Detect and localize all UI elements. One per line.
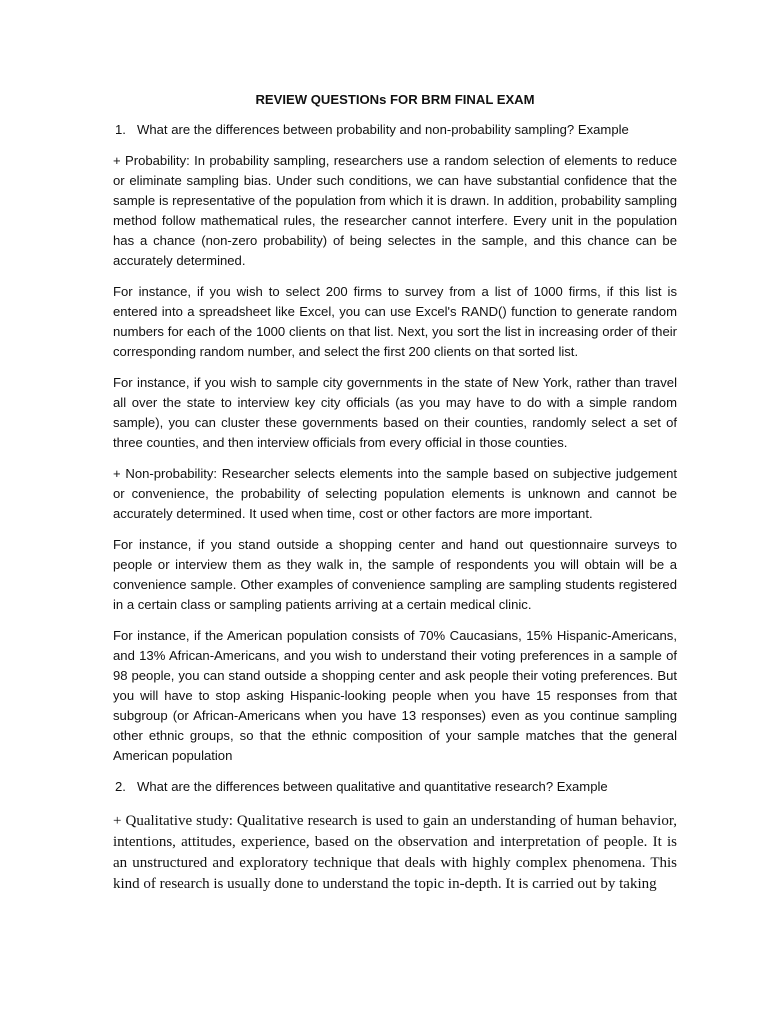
document-page (113, 90, 677, 906)
paragraph-probability: + Probability: In probability sampling, researchers use a random selection of elements to reduce or eliminate sampling bias. Under such conditions, we can have substantial confidence that the sample is representative of the population from which it is drawn. In addition, probability sampling method follow mathematical rules, the researcher cannot interfere. Every unit in the population has a chance (non-zero probability) of being selectes in the sample, and this chance can be accurately determined. (113, 153, 677, 268)
question-text: What are the differences between qualitative and quantitative research? Example (137, 779, 608, 794)
paragraph-example-random: For instance, if you wish to select 200 firms to survey from a list of 1000 firms, if this list is entered into a spreadsheet like Excel, you can use Excel's RAND() function to generate random numbers for each of the 1000 clients on that list. Next, you sort the list in increasing order of their corresponding random number, and select the first 200 clients on that sorted list. (113, 284, 677, 359)
question-text: What are the differences between probability and non-probability sampling? Example (137, 122, 629, 137)
question-number: 1. (115, 122, 126, 137)
document-title: REVIEW QUESTIONs FOR BRM FINAL EXAM (255, 92, 535, 107)
paragraph-example-quota: For instance, if the American population consists of 70% Caucasians, 15% Hispanic-Americans, and 13% African-Americans, and you wish to understand their voting preferences in a sample of 98 people, you can stand outside a shopping center and ask people their voting preferences. But you will have to stop asking Hispanic-looking people when you have 15 responses from that subgroup (or African-Americans when you have 13 responses) even as you continue sampling other ethnic groups, so that the ethnic composition of your sample matches that the general American population (113, 628, 677, 763)
question-1 (113, 120, 677, 140)
paragraph-qualitative: + Qualitative study: Qualitative research is used to gain an understanding of human behavior, intentions, attitudes, experience, based on the observation and interpretation of people. It is an unstructured and exploratory technique that deals with highly complex phenomena. This kind of research is usually done to understand the topic in-depth. It is carried out by taking (113, 813, 677, 892)
question-2 (113, 777, 677, 797)
paragraph-non-probability: + Non-probability: Researcher selects elements into the sample based on subjective judgement or convenience, the probability of selecting population elements is unknown and cannot be accurately determined. It used when time, cost or other factors are more important. (113, 466, 677, 521)
question-number: 2. (115, 779, 126, 794)
paragraph-example-cluster: For instance, if you wish to sample city governments in the state of New York, rather than travel all over the state to interview key city officials (as you may have to do with a simple random sample), you can cluster these governments based on their counties, randomly select a set of three counties, and then interview officials from every official in those counties. (113, 375, 677, 450)
paragraph-example-convenience: For instance, if you stand outside a shopping center and hand out questionnaire surveys to people or interview them as they walk in, the sample of respondents you will obtain will be a convenience sample. Other examples of convenience sampling are sampling students registered in a certain class or sampling patients arriving at a certain medical clinic. (113, 537, 677, 612)
